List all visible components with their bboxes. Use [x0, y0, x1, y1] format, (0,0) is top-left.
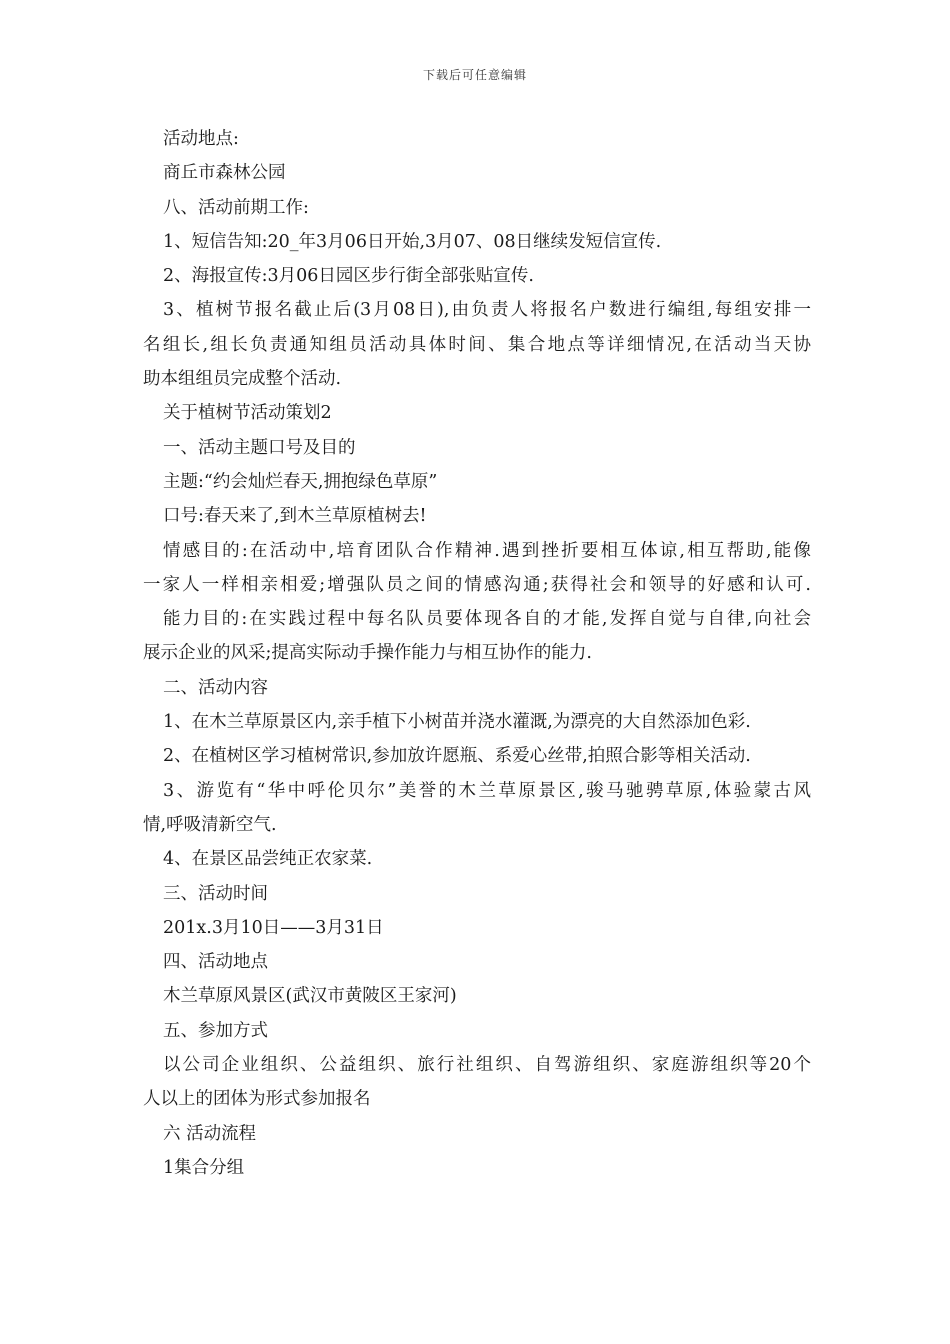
text-line: 201x.3月10日——3月31日	[163, 917, 384, 938]
section-heading: 二、活动内容	[163, 677, 268, 698]
text-line: 情感目的:在活动中,培育团队合作精神.遇到挫折要相互体谅,相互帮助,能像	[163, 540, 811, 561]
document-body	[143, 122, 811, 1185]
text-line: 以公司企业组织、公益组织、旅行社组织、自驾游组织、家庭游组织等20个	[163, 1055, 811, 1076]
text-line: 2、在植树区学习植树常识,参加放许愿瓶、系爱心丝带,拍照合影等相关活动.	[163, 746, 751, 767]
text-line: 商丘市森林公园	[163, 163, 286, 184]
text-line: 1、短信告知:20_年3月06日开始,3月07、08日继续发短信宣传.	[163, 231, 662, 252]
text-line: 名组长,组长负责通知组员活动具体时间、集合地点等详细情况,在活动当天协	[143, 334, 811, 355]
text-line: 一家人一样相亲相爱;增强队员之间的情感沟通;获得社会和领导的好感和认可.	[143, 574, 811, 595]
section-heading: 六 活动流程	[163, 1123, 257, 1144]
text-line: 人以上的团体为形式参加报名	[143, 1089, 371, 1110]
section-heading: 四、活动地点	[163, 952, 268, 973]
page-header-note: 下载后可任意编辑	[422, 68, 527, 82]
text-line: 展示企业的风采;提高实际动手操作能力与相互协作的能力.	[143, 643, 592, 664]
text-line: 2、海报宣传:3月06日园区步行街全部张贴宣传.	[163, 266, 534, 287]
section-heading: 五、参加方式	[163, 1020, 268, 1041]
text-line: 口号:春天来了,到木兰草原植树去!	[163, 506, 427, 527]
document-title: 关于植树节活动策划2	[163, 403, 332, 424]
text-line: 1、在木兰草原景区内,亲手植下小树苗并浇水灌溉,为漂亮的大自然添加色彩.	[163, 712, 751, 733]
text-line: 能力目的:在实践过程中每名队员要体现各自的才能,发挥自觉与自律,向社会	[163, 609, 811, 630]
text-line: 3、游览有“华中呼伦贝尔”美誉的木兰草原景区,骏马驰骋草原,体验蒙古风	[163, 780, 811, 801]
section-heading: 八、活动前期工作:	[163, 197, 309, 218]
text-line: 活动地点:	[163, 129, 239, 149]
text-line: 3、植树节报名截止后(3月08日),由负责人将报名户数进行编组,每组安排一	[163, 300, 811, 321]
text-line: 1集合分组	[163, 1157, 245, 1178]
text-line: 4、在景区品尝纯正农家菜.	[163, 849, 373, 870]
text-line: 主题:“约会灿烂春天,拥抱绿色草原”	[163, 471, 438, 492]
section-heading: 三、活动时间	[163, 883, 268, 904]
text-line: 情,呼吸清新空气.	[143, 814, 277, 835]
text-line: 木兰草原风景区(武汉市黄陂区王家河)	[163, 986, 457, 1007]
section-heading: 一、活动主题口号及目的	[163, 437, 356, 458]
text-line: 助本组组员完成整个活动.	[143, 369, 342, 390]
